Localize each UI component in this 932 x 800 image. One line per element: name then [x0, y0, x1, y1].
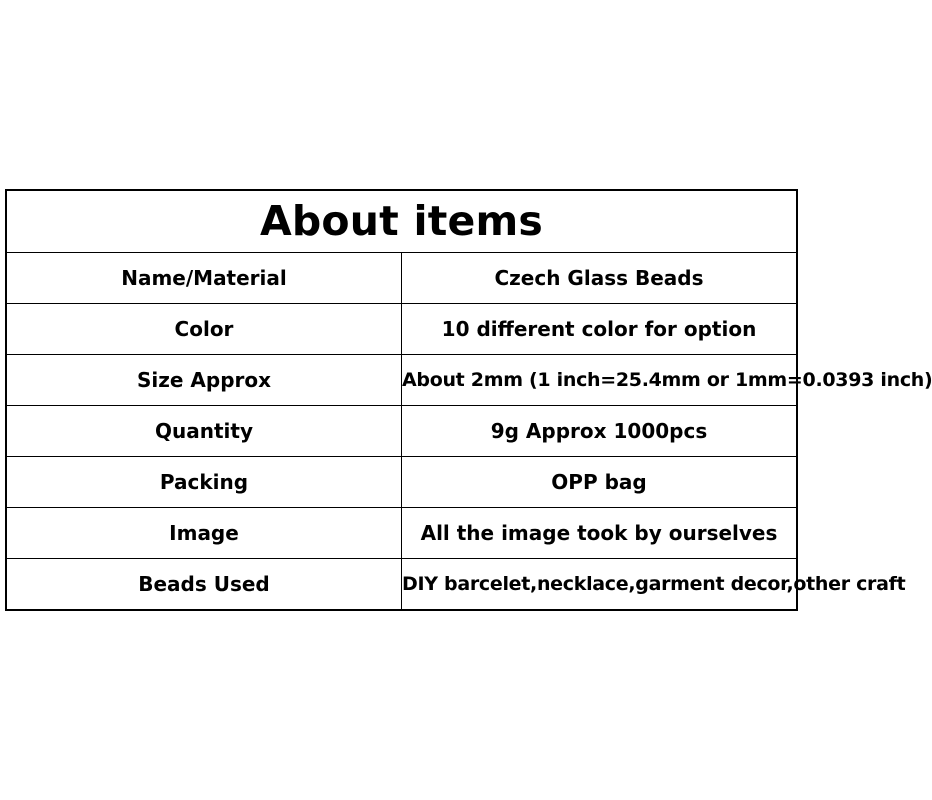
table-row	[6, 559, 797, 611]
row-value-quantity: 9g Approx 1000pcs	[402, 406, 798, 457]
row-label-image: Image	[6, 508, 402, 559]
product-spec-table	[5, 189, 932, 611]
row-value-image: All the image took by ourselves	[402, 508, 798, 559]
row-label-name-material: Name/Material	[6, 253, 402, 304]
row-label-size: Size Approx	[6, 355, 402, 406]
row-label-color: Color	[6, 304, 402, 355]
row-value-packing: OPP bag	[402, 457, 798, 508]
row-label-quantity: Quantity	[6, 406, 402, 457]
table-row	[6, 508, 797, 559]
row-value-color: 10 different color for option	[402, 304, 798, 355]
table-row	[6, 253, 797, 304]
table-row	[6, 355, 797, 406]
row-value-beads-used: DIY barcelet,necklace,garment decor,other craft	[402, 559, 798, 611]
table-row	[6, 457, 797, 508]
title-row	[6, 190, 797, 253]
table-title: About items	[6, 190, 797, 253]
row-value-size: About 2mm (1 inch=25.4mm or 1mm=0.0393 inch)	[402, 355, 798, 406]
row-label-packing: Packing	[6, 457, 402, 508]
row-label-beads-used: Beads Used	[6, 559, 402, 611]
table-row	[6, 406, 797, 457]
row-value-name-material: Czech Glass Beads	[402, 253, 798, 304]
table-row	[6, 304, 797, 355]
